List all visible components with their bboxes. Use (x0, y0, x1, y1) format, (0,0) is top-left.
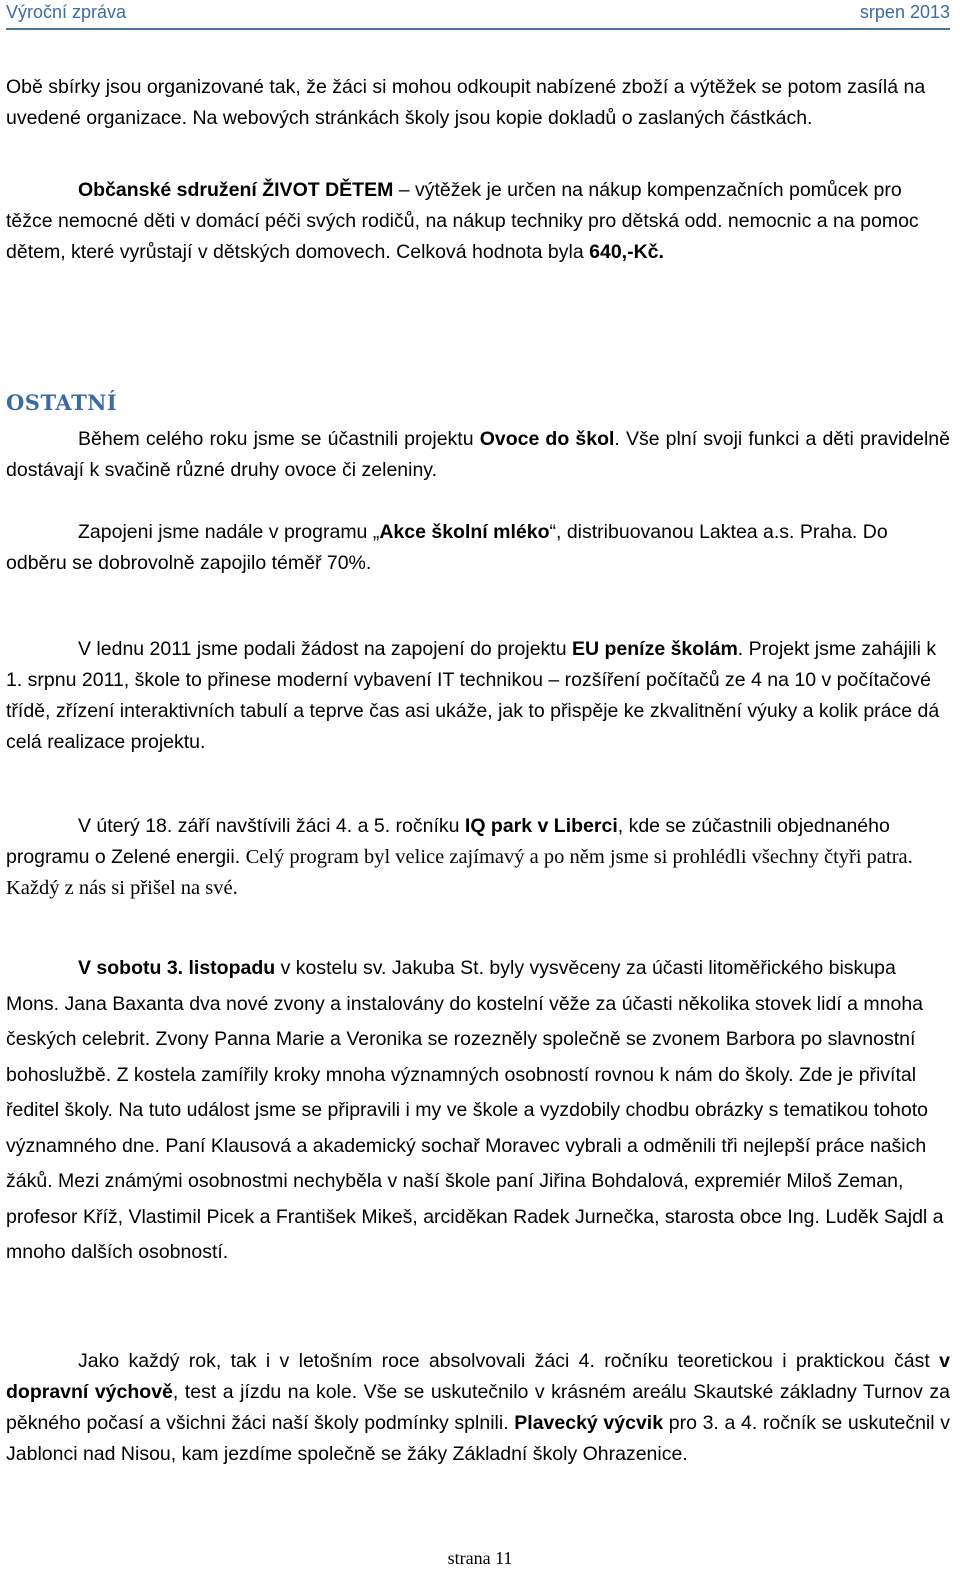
paragraph-iq-park (6, 811, 950, 904)
activity-name: v dopravní výchově (6, 1350, 950, 1403)
paragraph-collections: Obě sbírky jsou organizované tak, že žáci si mohou odkoupit nabízené zboží a výtěžek se potom zasílá na uvedené organizace. Na webových stránkách školy jsou kopie dokladů o zaslaných částkách. (6, 76, 926, 129)
program-name: Akce školní mléko (379, 521, 550, 543)
place-name: IQ park v Liberci (464, 815, 618, 837)
page-number: strana 11 (447, 1548, 513, 1568)
paragraph-text: “, distribuovanou Laktea a.s. Praha. Do odběru se dobrovolně zapojilo téměř 70%. (6, 521, 888, 574)
page-header (6, 0, 950, 30)
paragraph-text: Zapojeni jsme nadále v programu „ (78, 521, 380, 543)
paragraph-text: Jako každý rok, tak i v letošním roce absolvovali žáci 4. ročníku teoretickou i praktickou část (78, 1350, 940, 1372)
header-date: srpen 2013 (859, 2, 950, 22)
paragraph-zivot-detem (6, 175, 950, 268)
paragraph-ovoce (6, 424, 950, 486)
activity-name: Plavecký výcvik (514, 1412, 664, 1434)
project-name: Ovoce do škol (479, 428, 615, 450)
org-name: Občanské sdružení ŽIVOT DĚTEM (78, 179, 394, 201)
paragraph-doprava (6, 1346, 950, 1470)
project-name: EU peníze školám (571, 638, 738, 660)
paragraph-eu (6, 634, 950, 758)
paragraph-mleko (6, 517, 950, 579)
paragraph-text: V lednu 2011 jsme podali žádost na zapojení do projektu (78, 638, 572, 660)
paragraph-text: – výtěžek je určen na nákup kompenzačních pomůcek pro těžce nemocné děti v domácí péči svých rodičů, na nákup techniky pro dětská odd. nemocnic a na pomoc dětem, které vyrůstají v dětských domovech. Celková hodnota byla (6, 179, 919, 263)
paragraph-text-serif: Celý program byl velice zajímavý a po něm jsme si prohlédli všechny čtyři patra. Každý z nás si přišel na své. (6, 846, 913, 899)
paragraph-text: pro 3. a 4. ročník se uskutečnil v Jablonci nad Nisou, kam jezdíme společně se žáky Základní školy Ohrazenice. (6, 1412, 951, 1465)
paragraph-text: . Vše plní svoji funkci a děti pravidelně dostávají k svačině různé druhy ovoce či zeleniny. (6, 428, 950, 481)
paragraph-text: . Projekt jsme zahájili k 1. srpnu 2011, škole to přinese moderní vybavení IT technikou – rozšíření počítačů ze 4 na 10 v počítačové třídě, zřízení interaktivních tabulí a teprve čas asi ukáže, jak to přispěje ke zkvalitnění výuky a kolik práce dá celá realizace projektu. (6, 638, 940, 753)
amount: 640,-Kč. (589, 241, 664, 263)
event-date: V sobotu 3. listopadu (78, 957, 276, 979)
section-title: OSTATNÍ (6, 390, 118, 415)
paragraph-text: , test a jízdu na kole. Vše se uskutečnilo v krásném areálu Skautské základny Turnov za pěkného počasí a všichni žáci naší školy podmínky splnili. (6, 1381, 950, 1434)
paragraph-text: , kde se zúčastnili objednaného programu o Zelené energii. (6, 815, 890, 868)
header-title: Výroční zpráva (6, 2, 127, 22)
paragraph-text: Během celého roku jsme se účastnili projektu (78, 428, 480, 450)
paragraph-text: V úterý 18. září navštívili žáci 4. a 5. ročníku (78, 815, 465, 837)
paragraph-text: v kostelu sv. Jakuba St. byly vysvěceny za účasti litoměřického biskupa Mons. Jana Baxanta dva nové zvony a instalovány do kostelní věže za účasti několika stovek lidí a mnoha českých celebrit. Zvony Panna Marie a Veronika se rozezněly společně se zvonem Barbora po slavnostní bohoslužbě. Z kostela zamířily kroky mnoha významných osobností rovnou k nám do školy. Zde je přivítal ředitel školy. Na tuto událost jsme se připravili i my ve škole a vyzdobily chodbu obrázky s tematikou tohoto významného dne. Paní Klausová a akademický sochař Moravec vybrali a odměnili tři nejlepší práce našich žáků. Mezi známými osobnostmi nechyběla v naší škole paní Jiřina Bohdalová, expremiér Miloš Zeman, profesor Kříž, Vlastimil Picek a František Mikeš, arciděkan Radek Jurnečka, starosta obce Ing. Luděk Sajdl a mnoho dalších osobností. (6, 957, 944, 1263)
paragraph-zvony (6, 951, 950, 1271)
